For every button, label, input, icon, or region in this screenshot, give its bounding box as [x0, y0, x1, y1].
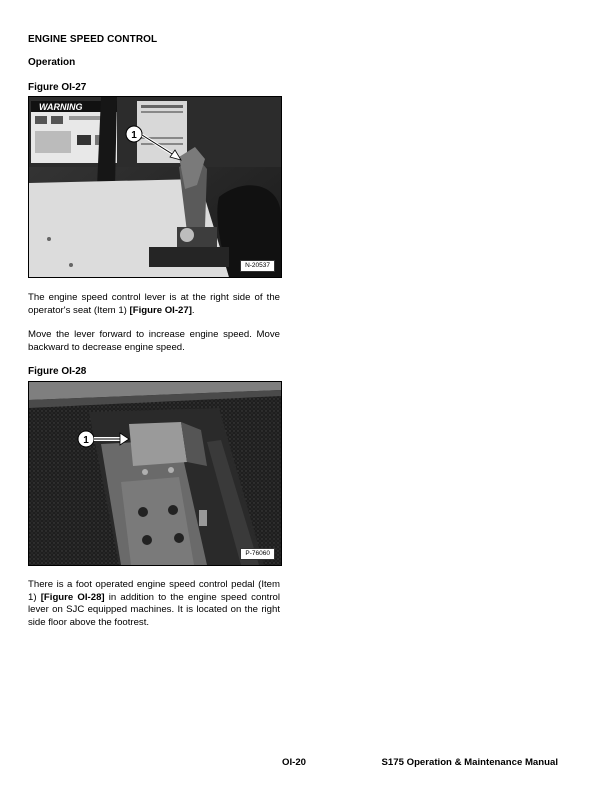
callout-number: 1	[131, 130, 137, 141]
figure-reference[interactable]: [Figure OI-28]	[40, 591, 105, 603]
warning-decal-title: WARNING	[39, 102, 83, 112]
figure-code: P-76060	[240, 548, 275, 560]
paragraph-lever-operation: Move the lever forward to increase engine speed. Move backward to decrease engine speed.	[28, 329, 280, 353]
figure-label: Figure OI-27	[28, 82, 87, 93]
paragraph-foot-pedal: There is a foot operated engine speed control pedal (Item 1) [Figure OI-28] in addition to the engine speed control lever on SJC equipped machines. It is located on the right side floor above the footrest.	[28, 579, 280, 628]
figure-photo-lever	[28, 96, 282, 278]
paragraph-lever-location: The engine speed control lever is at the right side of the operator's seat (Item 1) [Figure OI-27].	[28, 292, 280, 316]
figure-label: Figure OI-28	[28, 366, 87, 377]
callout-number: 1	[83, 435, 89, 446]
subsection-title: Operation	[28, 57, 76, 68]
page-number: OI-20	[282, 757, 306, 768]
figure-code: N-20537	[240, 260, 275, 272]
section-title: ENGINE SPEED CONTROL	[28, 34, 158, 45]
figure-reference[interactable]: [Figure OI-27]	[129, 304, 192, 316]
manual-title: S175 Operation & Maintenance Manual	[381, 757, 558, 768]
figure-photo-pedal	[28, 381, 282, 566]
